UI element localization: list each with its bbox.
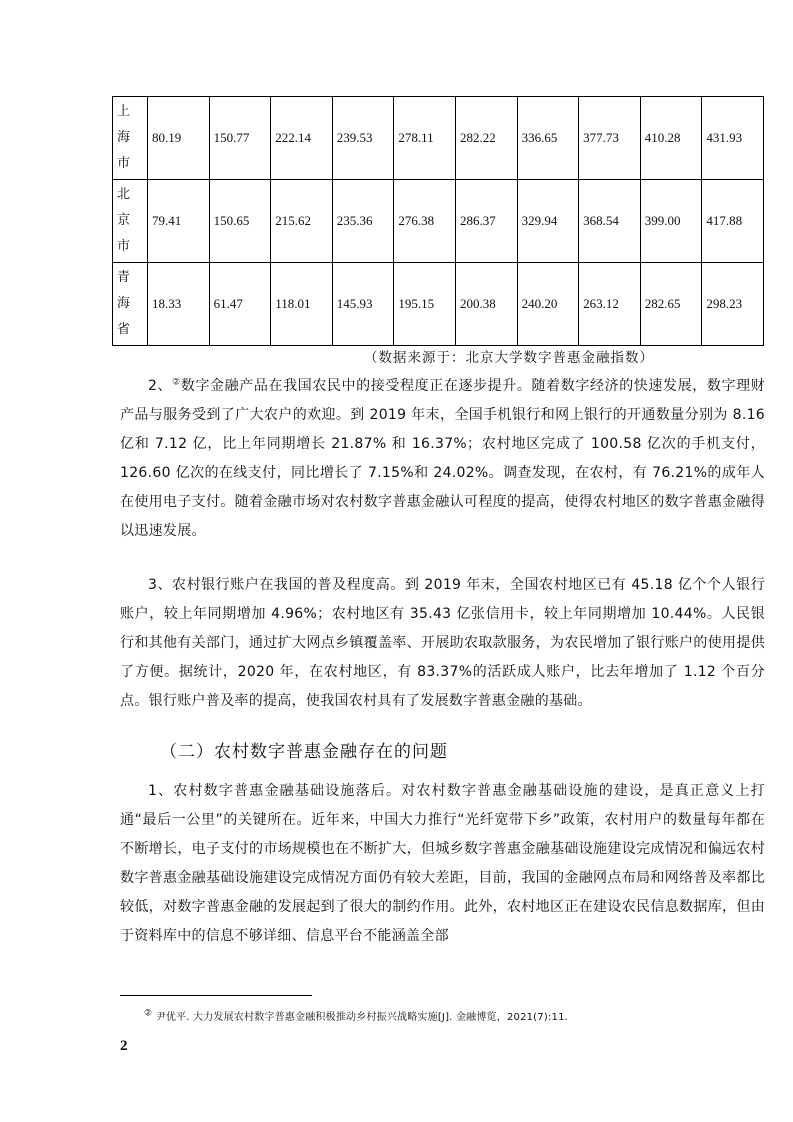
table-cell: 298.23	[702, 263, 764, 346]
table-cell: 263.12	[579, 263, 641, 346]
footnote-ref-mark: ②	[172, 377, 181, 388]
table-row	[113, 180, 764, 263]
table-cell: 282.65	[640, 263, 702, 346]
data-source-note: （数据来源于：北京大学数字普惠金融指数）	[364, 350, 654, 366]
table-cell: 80.19	[148, 97, 210, 180]
table-cell: 215.62	[271, 180, 333, 263]
table-cell: 336.65	[517, 97, 579, 180]
paragraph-2-text: 数字金融产品在我国农民中的接受程度正在逐步提升。随着数字经济的快速发展，数字理财产品与服务受到了广大农户的欢迎。到 2019 年末，全国手机银行和网上银行的开通数量分别为 8.16 亿和 7.12 亿，比上年同期增长 21.87% 和 16.37%；农村地区完成了 100.58 亿次的手机支付，126.60 亿次的在线支付，同比增长了 7.15%和 24.02%。调查发现，在农村，有 76.21%的成年人在使用电子支付。随着金融市场对农村数字普惠金融认可程度的提高，使得农村地区的数字普惠金融得以迅速发展。	[120, 378, 765, 539]
table-cell: 276.38	[394, 180, 456, 263]
table-cell: 150.65	[209, 180, 271, 263]
table-cell: 410.28	[640, 97, 702, 180]
footnote	[144, 1008, 764, 1023]
table-cell: 278.11	[394, 97, 456, 180]
region-label: 青海省	[117, 270, 131, 337]
table-cell: 399.00	[640, 180, 702, 263]
table-cell: 235.36	[332, 180, 394, 263]
page-number: 2	[120, 1038, 128, 1054]
table-cell: 145.93	[332, 263, 394, 346]
table-cell: 79.41	[148, 180, 210, 263]
region-cell	[113, 263, 148, 346]
table-cell: 61.47	[209, 263, 271, 346]
footnote-mark: ②	[144, 1008, 153, 1019]
region-cell	[113, 97, 148, 180]
table-body	[113, 97, 764, 346]
index-table	[112, 96, 764, 346]
table-cell: 150.77	[209, 97, 271, 180]
paragraph-2-prefix: 2、	[148, 378, 173, 394]
table-row	[113, 263, 764, 346]
section-heading: （二）农村数字普惠金融存在的问题	[160, 742, 448, 762]
table-cell: 18.33	[148, 263, 210, 346]
paragraph-3: 3、农村银行账户在我国的普及程度高。到 2019 年末，全国农村地区已有 45.18 亿个个人银行账户，较上年同期增加 4.96%；农村地区有 35.43 亿张信用卡，较上年同期增加 10.44%。人民银行和其他有关部门，通过扩大网点乡镇覆盖率、开展助农取款服务，为农民增加了银行账户的使用提供了方便。据统计，2020 年，在农村地区，有 83.37%的活跃成人账户，比去年增加了 1.12 个百分点。银行账户普及率的提高，使我国农村具有了发展数字普惠金融的基础。	[120, 577, 765, 709]
paragraph-4: 1、农村数字普惠金融基础设施落后。对农村数字普惠金融基础设施的建设，是真正意义上打通“最后一公里”的关键所在。近年来，中国大力推行“光纤宽带下乡”政策，农村用户的数量每年都在不断增长，电子支付的市场规模也在不断扩大，但城乡数字普惠金融基础设施建设完成情况和偏远农村数字普惠金融基础设施建设完成情况方面仍有较大差距，目前，我国的金融网点布局和网络普及率都比较低，对数字普惠金融的发展起到了很大的制约作用。此外，农村地区正在建设农民信息数据库，但由于资料库中的信息不够详细、信息平台不能涵盖全部	[120, 783, 765, 944]
table-row	[113, 97, 764, 180]
table-cell: 282.22	[455, 97, 517, 180]
footnote-text: 尹优平. 大力发展农村数字普惠金融积极推动乡村振兴战略实施[J]. 金融博览，2021(7):11.	[155, 1012, 569, 1023]
table-cell: 329.94	[517, 180, 579, 263]
table-cell: 195.15	[394, 263, 456, 346]
paragraph-2	[120, 372, 765, 546]
table-cell: 377.73	[579, 97, 641, 180]
table-cell: 431.93	[702, 97, 764, 180]
table-cell: 118.01	[271, 263, 333, 346]
table-cell: 368.54	[579, 180, 641, 263]
table-cell: 417.88	[702, 180, 764, 263]
table-cell: 240.20	[517, 263, 579, 346]
table-cell: 222.14	[271, 97, 333, 180]
region-cell	[113, 180, 148, 263]
region-label: 北京市	[117, 187, 131, 254]
region-label: 上海市	[117, 104, 131, 171]
table-cell: 239.53	[332, 97, 394, 180]
footnote-divider	[120, 995, 312, 996]
table-cell: 200.38	[455, 263, 517, 346]
table-cell: 286.37	[455, 180, 517, 263]
